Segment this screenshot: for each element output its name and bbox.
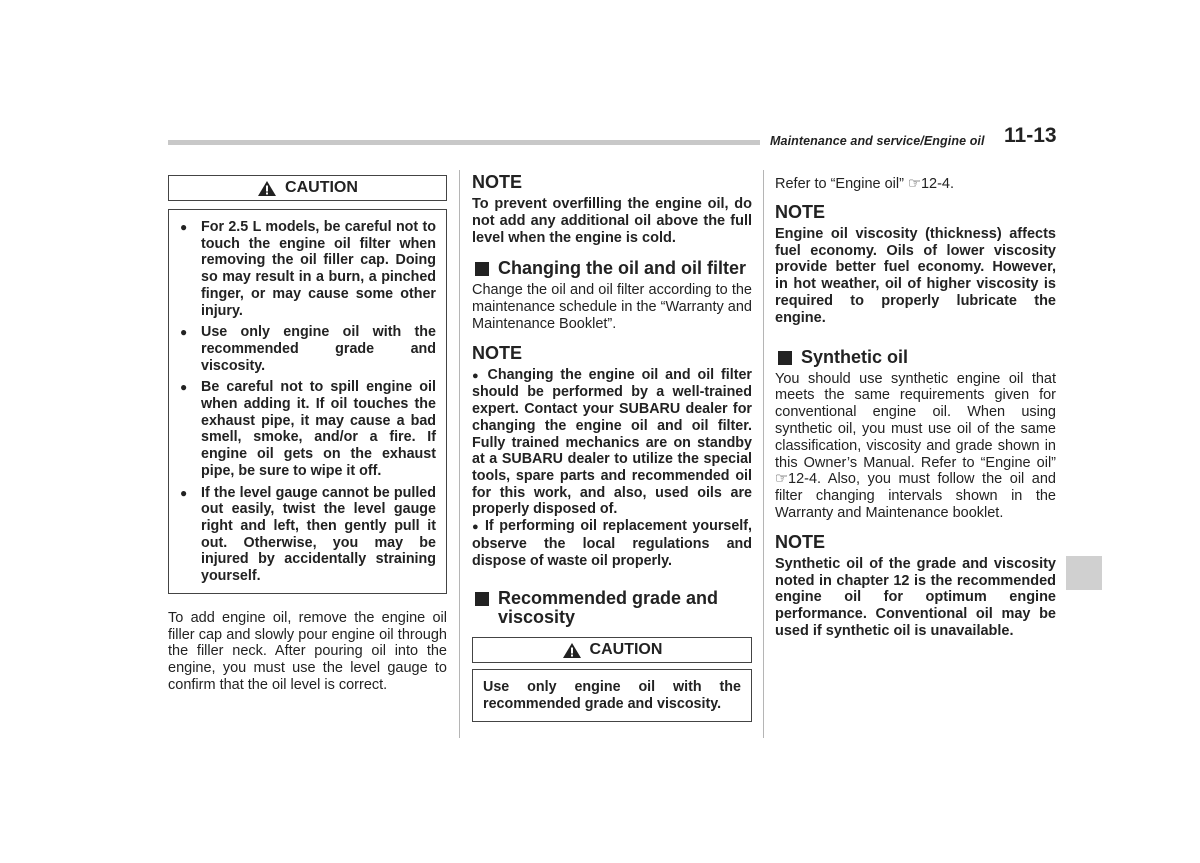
section-heading: Changing the oil and oil filter	[472, 259, 752, 278]
section-text: You should use synthetic engine oil that meets the same requirements given for conventional engine oil. When using synthetic oil, you must use oil of the same classification, viscosity and grade shown in this Owner’s Manual. Refer to “Engine oil” ☞12-4. Also, you must follow the oil and filter changing intervals shown in the Warranty and Maintenance booklet.	[775, 370, 1056, 521]
column-1	[168, 175, 447, 694]
column-3	[775, 176, 1056, 640]
section-header-title: Maintenance and service/Engine oil	[770, 134, 985, 148]
warning-triangle-icon	[257, 180, 277, 197]
caution-label: CAUTION	[589, 641, 663, 659]
bullet-icon: ●	[180, 485, 188, 500]
caution-item: ● If the level gauge cannot be pulled out easily, twist the level gauge right and left, then gently pull it out. Otherwise, you may be injured by accidentally straining yourself.	[180, 484, 436, 585]
caution-box	[168, 209, 447, 594]
section-square-icon	[778, 351, 792, 365]
section-text: Change the oil and oil filter according to the maintenance schedule in the “Warranty and Maintenance Booklet”.	[472, 282, 752, 332]
note-text: Synthetic oil of the grade and viscosity noted in chapter 12 is the recommended engine oil for optimum engine performance. Conventional oil may be used if synthetic oil is unavailable.	[775, 555, 1056, 639]
note-text: Engine oil viscosity (thickness) affects fuel economy. Oils of lower viscosity provide better fuel economy. However, in hot weather, oil of higher viscosity is required to properly lubricate the engine.	[775, 225, 1056, 326]
note-item: ● If performing oil replacement yourself, observe the local regulations and dispose of waste oil properly.	[472, 518, 753, 569]
column-2	[472, 172, 752, 722]
caution-header	[168, 175, 447, 201]
section-heading: Synthetic oil	[775, 348, 1056, 367]
bullet-icon: ●	[180, 220, 188, 234]
section-square-icon	[475, 592, 489, 606]
reference-text: Refer to “Engine oil” ☞12-4.	[775, 176, 955, 192]
section-heading: Recommended grade and viscosity	[472, 589, 752, 627]
caution-item: ● Use only engine oil with the recommended grade and viscosity.	[180, 324, 436, 374]
adding-oil-paragraph: To add engine oil, remove the engine oil filler cap and slowly pour engine oil through the filler neck. After pouring oil into the engine, you must use the level gauge to confirm that the oil level is correct.	[168, 609, 447, 693]
note-item: ● Changing the engine oil and oil filter should be performed by a well-trained expert. Contact your SUBARU dealer for changing the engine oil and oil filter. Fully trained mechanics are on standby at a SUBARU dealer to utilize the special tools, spare parts and recommended oil for this work, and also, used oils are properly disposed of.	[472, 366, 752, 518]
note-title: NOTE	[775, 531, 826, 552]
column-divider-2	[763, 170, 764, 738]
section-square-icon	[475, 262, 489, 276]
note-title: NOTE	[472, 172, 523, 192]
column-divider-1	[459, 170, 460, 738]
caution-item: ● Be careful not to spill engine oil when adding it. If oil touches the exhaust pipe, it may cause a bad smell, smoke, and/or a fire. If engine oil gets on the exhaust pipe, be sure to wipe it off.	[180, 379, 436, 479]
caution-label: CAUTION	[285, 179, 358, 196]
chapter-tab	[1066, 556, 1102, 590]
caution-item: ● For 2.5 L models, be careful not to touch the engine oil filter when removing the oil filler cap. Doing so may result in a burn, a pinched finger, or may cause some other injury.	[180, 219, 436, 319]
caution-box	[472, 669, 752, 721]
bullet-icon: ●	[472, 521, 485, 534]
caution-header	[472, 637, 752, 663]
header-rule	[168, 140, 760, 145]
bullet-icon: ●	[180, 380, 188, 395]
note-text: To prevent overfilling the engine oil, do not add any additional oil above the full level when the engine is cold.	[472, 196, 752, 246]
note-title: NOTE	[472, 342, 523, 363]
note-title: NOTE	[775, 201, 826, 222]
bullet-icon: ●	[472, 369, 488, 382]
caution-text: Use only engine oil with the recommended grade and viscosity.	[483, 679, 741, 712]
bullet-icon: ●	[180, 325, 188, 340]
page-number: 11-13	[1004, 124, 1057, 147]
warning-triangle-icon	[562, 642, 582, 659]
